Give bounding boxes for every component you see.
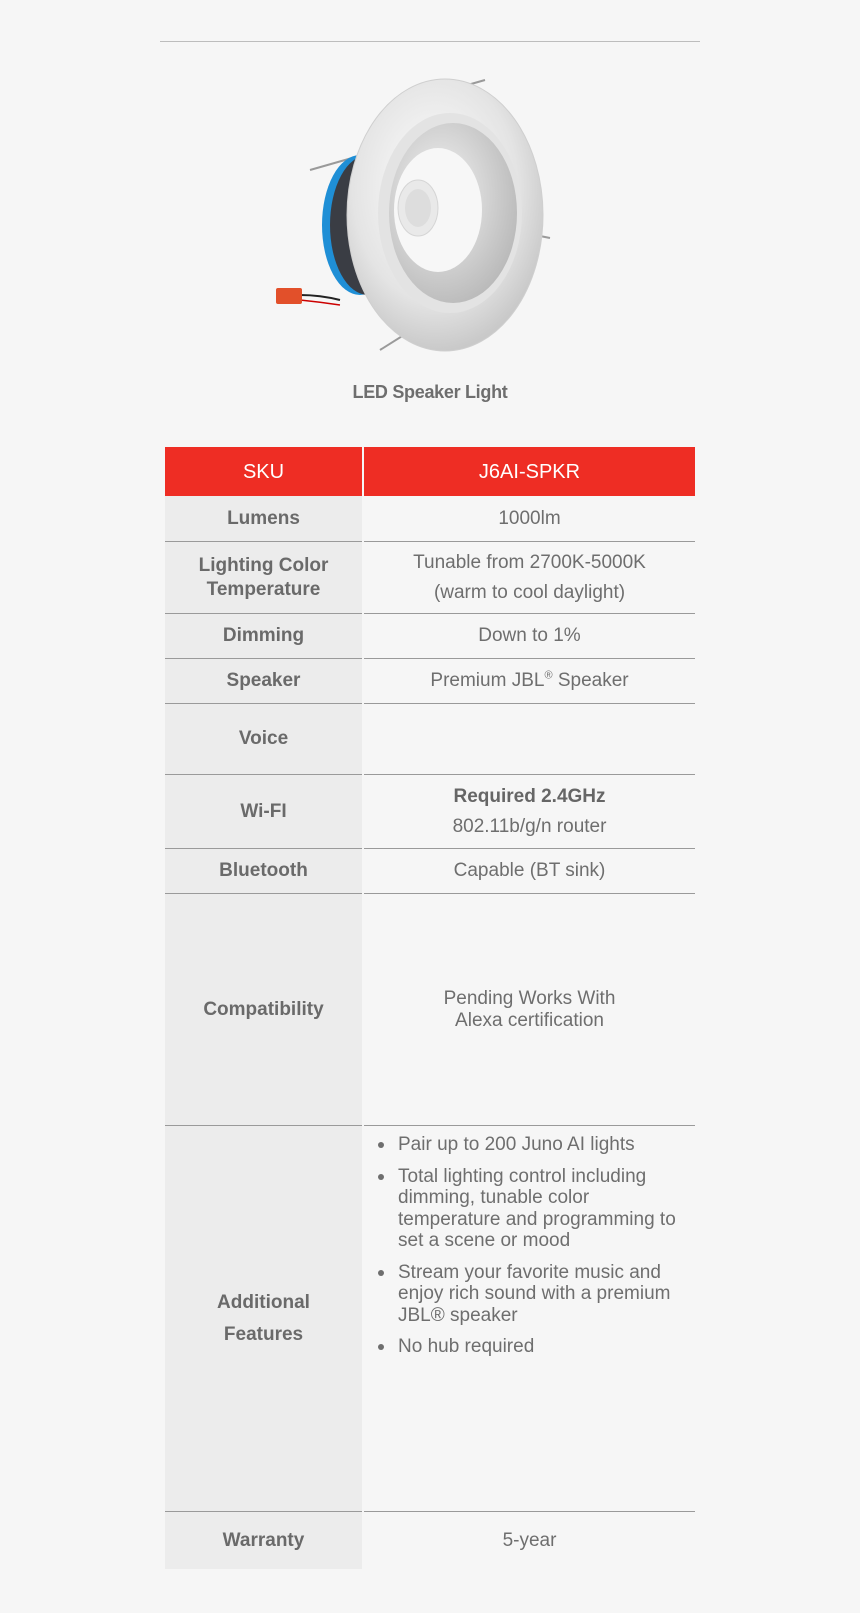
compatibility-value-line1: Pending Works With xyxy=(443,987,616,1009)
list-item: No hub required xyxy=(374,1336,685,1358)
wifi-value xyxy=(364,775,695,849)
color-temp-value xyxy=(364,542,695,614)
row-dimming xyxy=(165,614,695,659)
list-item: Pair up to 200 Juno AI lights xyxy=(374,1134,685,1156)
warranty-label: Warranty xyxy=(165,1512,362,1569)
features-value xyxy=(364,1126,695,1512)
header-value: J6AI-SPKR xyxy=(364,447,695,496)
color-temp-label xyxy=(165,542,362,614)
compatibility-value xyxy=(364,894,695,1126)
voice-value xyxy=(364,704,695,775)
features-label xyxy=(165,1126,362,1512)
dimming-label: Dimming xyxy=(165,614,362,659)
speaker-value-suffix: Speaker xyxy=(552,670,629,691)
color-temp-value-line1: Tunable from 2700K-5000K xyxy=(413,551,646,573)
list-item: Total lighting control including dimming, tunable color temperature and programming to set a scene or mood xyxy=(374,1166,685,1252)
color-temp-label-line1: Lighting Color xyxy=(198,554,329,576)
row-lumens xyxy=(165,496,695,542)
bluetooth-value: Capable (BT sink) xyxy=(364,849,695,894)
speaker-value-prefix: Premium JBL xyxy=(430,670,545,691)
lumens-value: 1000lm xyxy=(364,496,695,542)
registered-mark: ® xyxy=(544,669,553,682)
speaker-light-image xyxy=(270,70,580,370)
compatibility-label: Compatibility xyxy=(165,894,362,1126)
speaker-label: Speaker xyxy=(165,659,362,704)
list-item: Stream your favorite music and enjoy rich sound with a premium JBL® speaker xyxy=(374,1262,685,1327)
warranty-value: 5-year xyxy=(502,1529,557,1551)
wifi-label: Wi-FI xyxy=(165,775,362,849)
features-label-line2: Features xyxy=(223,1323,304,1345)
row-additional-features xyxy=(165,1126,695,1512)
row-compatibility xyxy=(165,894,695,1126)
dimming-value: Down to 1% xyxy=(364,614,695,659)
color-temp-value-line2: (warm to cool daylight) xyxy=(433,581,626,603)
table-header-row xyxy=(165,447,695,496)
features-label-line1: Additional xyxy=(217,1291,310,1313)
lumens-label: Lumens xyxy=(165,496,362,542)
bluetooth-label: Bluetooth xyxy=(165,849,362,894)
row-bluetooth xyxy=(165,849,695,894)
speaker-value xyxy=(364,659,695,704)
wifi-value-line1: Required 2.4GHz xyxy=(453,785,606,807)
top-divider xyxy=(160,41,700,42)
color-temp-label-line2: Temperature xyxy=(206,578,321,600)
compatibility-value-line2: Alexa certification xyxy=(455,1009,604,1031)
row-warranty xyxy=(165,1512,695,1569)
spec-table xyxy=(165,447,695,1569)
row-wifi xyxy=(165,775,695,849)
row-voice xyxy=(165,704,695,775)
row-color-temperature xyxy=(165,542,695,614)
features-list xyxy=(374,1134,685,1368)
voice-label: Voice xyxy=(165,704,362,775)
header-label: SKU xyxy=(165,447,362,496)
row-speaker xyxy=(165,659,695,704)
wifi-value-line2: 802.11b/g/n router xyxy=(452,815,607,837)
product-caption: LED Speaker Light xyxy=(352,382,508,402)
